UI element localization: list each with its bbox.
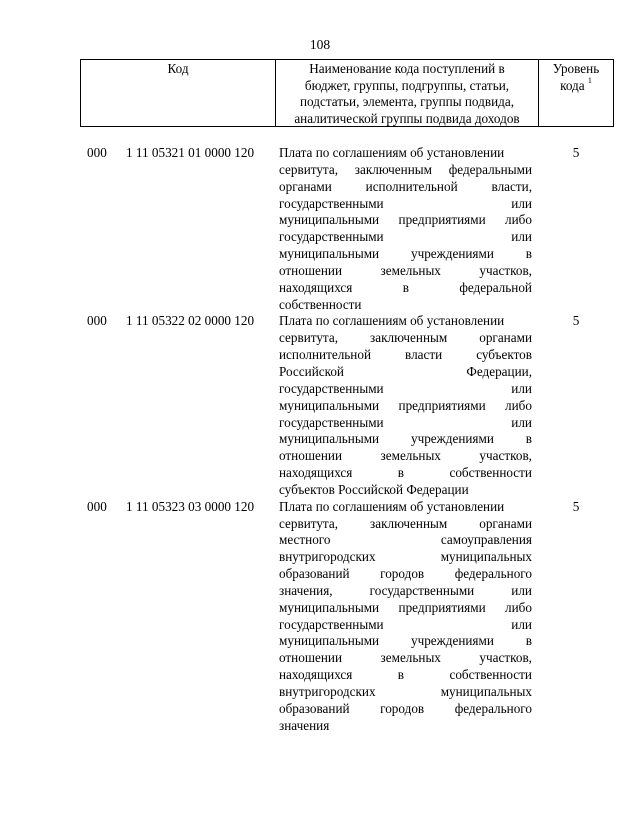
name-word: отношении — [279, 650, 343, 666]
name-word: или — [511, 229, 532, 245]
name-word: участков, — [479, 262, 532, 278]
header-level — [539, 60, 613, 126]
name-word: государственными — [279, 414, 384, 430]
name-line — [279, 516, 532, 533]
name-line — [279, 381, 532, 398]
name-line — [279, 566, 532, 583]
name-word: в — [397, 465, 405, 481]
name-line — [279, 297, 532, 314]
name-word: земельных — [380, 650, 441, 666]
name-word: самоуправления — [440, 532, 532, 548]
name-line — [279, 313, 532, 330]
name-word: значения — [279, 717, 330, 733]
table-header — [80, 59, 614, 127]
name-word: федеральной — [459, 279, 532, 295]
name-word: или — [511, 380, 532, 396]
header-name-line: аналитической группы подвида доходов — [294, 110, 520, 126]
name-word: участков, — [479, 650, 532, 666]
header-level-line1: Уровень — [552, 61, 600, 76]
name-line — [279, 330, 532, 347]
name-word: отношении — [279, 262, 343, 278]
name-word: образований — [279, 700, 350, 716]
name-word: земельных — [380, 262, 441, 278]
name-line — [279, 263, 532, 280]
header-name-line: подстатьи, элемента, группы подвида, — [300, 94, 514, 109]
header-name-line: бюджет, группы, подгруппы, статьи, — [304, 77, 510, 93]
name-line — [279, 280, 532, 297]
name-word: или — [511, 616, 532, 632]
name-word: городов — [380, 566, 425, 582]
name-word: земельных — [380, 448, 441, 464]
name-word: федерального — [454, 700, 532, 716]
name-line — [279, 246, 532, 263]
table-row — [80, 313, 614, 498]
name-word: образований — [279, 566, 350, 582]
revenue-code: 1 11 05322 02 0000 120 — [126, 313, 255, 329]
name-line — [279, 617, 532, 634]
name-line — [279, 633, 532, 650]
name-line — [279, 667, 532, 684]
name-line — [279, 398, 532, 415]
name-line — [279, 600, 532, 617]
table-body — [80, 145, 614, 735]
name-word: или — [511, 582, 532, 598]
name-word: местного — [279, 532, 331, 548]
name-line — [279, 431, 532, 448]
revenue-code: 1 11 05321 01 0000 120 — [126, 145, 255, 160]
name-line — [279, 650, 532, 667]
name-line — [279, 465, 532, 482]
name-word: федеральными — [448, 161, 532, 177]
name-word: городов — [380, 700, 425, 716]
table-row — [80, 499, 614, 735]
name-word: Плата по соглашениям об установлении — [279, 498, 505, 514]
name-line — [279, 718, 532, 735]
name-word: муниципальными — [279, 599, 380, 615]
header-level-text: кода — [560, 77, 585, 93]
footnote-marker: 1 — [587, 76, 592, 86]
header-level-line2 — [539, 78, 613, 95]
name-line — [279, 364, 532, 381]
name-word: внутригородских — [279, 549, 376, 565]
name-word: муниципальными — [279, 397, 380, 413]
name-word: заключенным — [370, 515, 448, 531]
name-word: значения, — [279, 582, 333, 598]
name-word: либо — [505, 212, 532, 228]
name-word: власти — [405, 347, 443, 363]
name-word: органами — [479, 330, 532, 346]
revenue-code: 1 11 05323 03 0000 120 — [126, 498, 255, 514]
header-name — [276, 60, 539, 126]
name-word: муниципальных — [440, 549, 532, 565]
name-word: в — [402, 279, 409, 295]
name-line — [279, 448, 532, 465]
name-line — [279, 549, 532, 566]
revenue-name — [274, 499, 538, 735]
name-word: сервитута, — [279, 330, 339, 346]
code-prefix: 000 — [87, 313, 107, 329]
name-line — [279, 499, 532, 516]
name-line — [279, 229, 532, 246]
name-word: муниципальными — [279, 246, 380, 262]
name-word: органами — [479, 515, 532, 531]
name-word: либо — [505, 397, 532, 413]
name-word: Плата по соглашениям об установлении — [279, 145, 505, 160]
name-word: либо — [505, 599, 532, 615]
code-level: 5 — [572, 313, 580, 329]
table-row — [80, 145, 614, 313]
name-word: находящихся — [279, 465, 353, 481]
name-line — [279, 532, 532, 549]
name-word: муниципальных — [440, 684, 532, 699]
name-line — [279, 162, 532, 179]
name-word: в — [525, 633, 532, 649]
name-word: предприятиями — [398, 397, 486, 413]
name-word: в — [397, 667, 405, 683]
name-word: заключенным — [354, 161, 432, 177]
name-word: находящихся — [279, 279, 353, 295]
name-word: муниципальными — [279, 212, 380, 228]
name-word: предприятиями — [398, 599, 486, 615]
name-word: заключенным — [370, 330, 448, 346]
header-name-line: Наименование кода поступлений в — [309, 61, 505, 76]
code-prefix: 000 — [87, 145, 107, 160]
name-word: или — [511, 414, 532, 430]
name-word: органами — [279, 178, 332, 194]
name-word: собственности — [279, 296, 362, 312]
name-word: государственными — [279, 380, 384, 396]
name-word: исполнительной — [279, 347, 372, 363]
name-word: собственности — [449, 465, 532, 481]
name-line — [279, 684, 532, 701]
name-word: государственными — [279, 229, 384, 245]
name-word: Плата по соглашениям об установлении — [279, 313, 505, 329]
name-word: муниципальными — [279, 431, 380, 447]
name-word: власти, — [491, 178, 532, 194]
name-word: учреждениями — [410, 431, 494, 447]
name-word: отношении — [279, 448, 343, 464]
name-line — [279, 212, 532, 229]
name-word: сервитута, — [279, 515, 339, 531]
name-word: участков, — [479, 448, 532, 464]
name-word: Российской — [279, 363, 344, 379]
name-word: или — [511, 195, 532, 211]
name-line — [279, 482, 532, 499]
name-line — [279, 145, 532, 162]
code-level: 5 — [572, 145, 580, 160]
name-line — [279, 701, 532, 718]
name-word: федерального — [454, 566, 532, 582]
name-line — [279, 179, 532, 196]
name-line — [279, 347, 532, 364]
revenue-name — [274, 145, 538, 313]
name-word: сервитута, — [279, 161, 339, 177]
name-word: муниципальными — [279, 633, 380, 649]
name-word: учреждениями — [410, 246, 494, 262]
name-word: субъектов — [476, 347, 532, 363]
code-prefix: 000 — [87, 498, 107, 514]
name-word: предприятиями — [398, 212, 486, 228]
revenue-name — [274, 313, 538, 498]
name-word: государственными — [279, 195, 384, 211]
name-word: Федерации, — [466, 363, 532, 379]
name-line — [279, 583, 532, 600]
name-word: в — [525, 431, 532, 447]
name-word: государственными — [279, 616, 384, 632]
name-word: находящихся — [279, 667, 353, 683]
name-word: исполнительной — [365, 178, 458, 194]
name-word: государственными — [369, 582, 475, 598]
name-word: в — [525, 246, 532, 262]
name-word: субъектов Российской Федерации — [279, 481, 469, 497]
name-line — [279, 415, 532, 432]
name-word: собственности — [449, 667, 532, 683]
page-number: 108 — [309, 37, 331, 52]
header-code: Код — [81, 60, 276, 126]
name-word: внутригородских — [279, 684, 376, 699]
name-word: учреждениями — [410, 633, 494, 649]
code-level: 5 — [572, 498, 580, 514]
name-line — [279, 196, 532, 213]
